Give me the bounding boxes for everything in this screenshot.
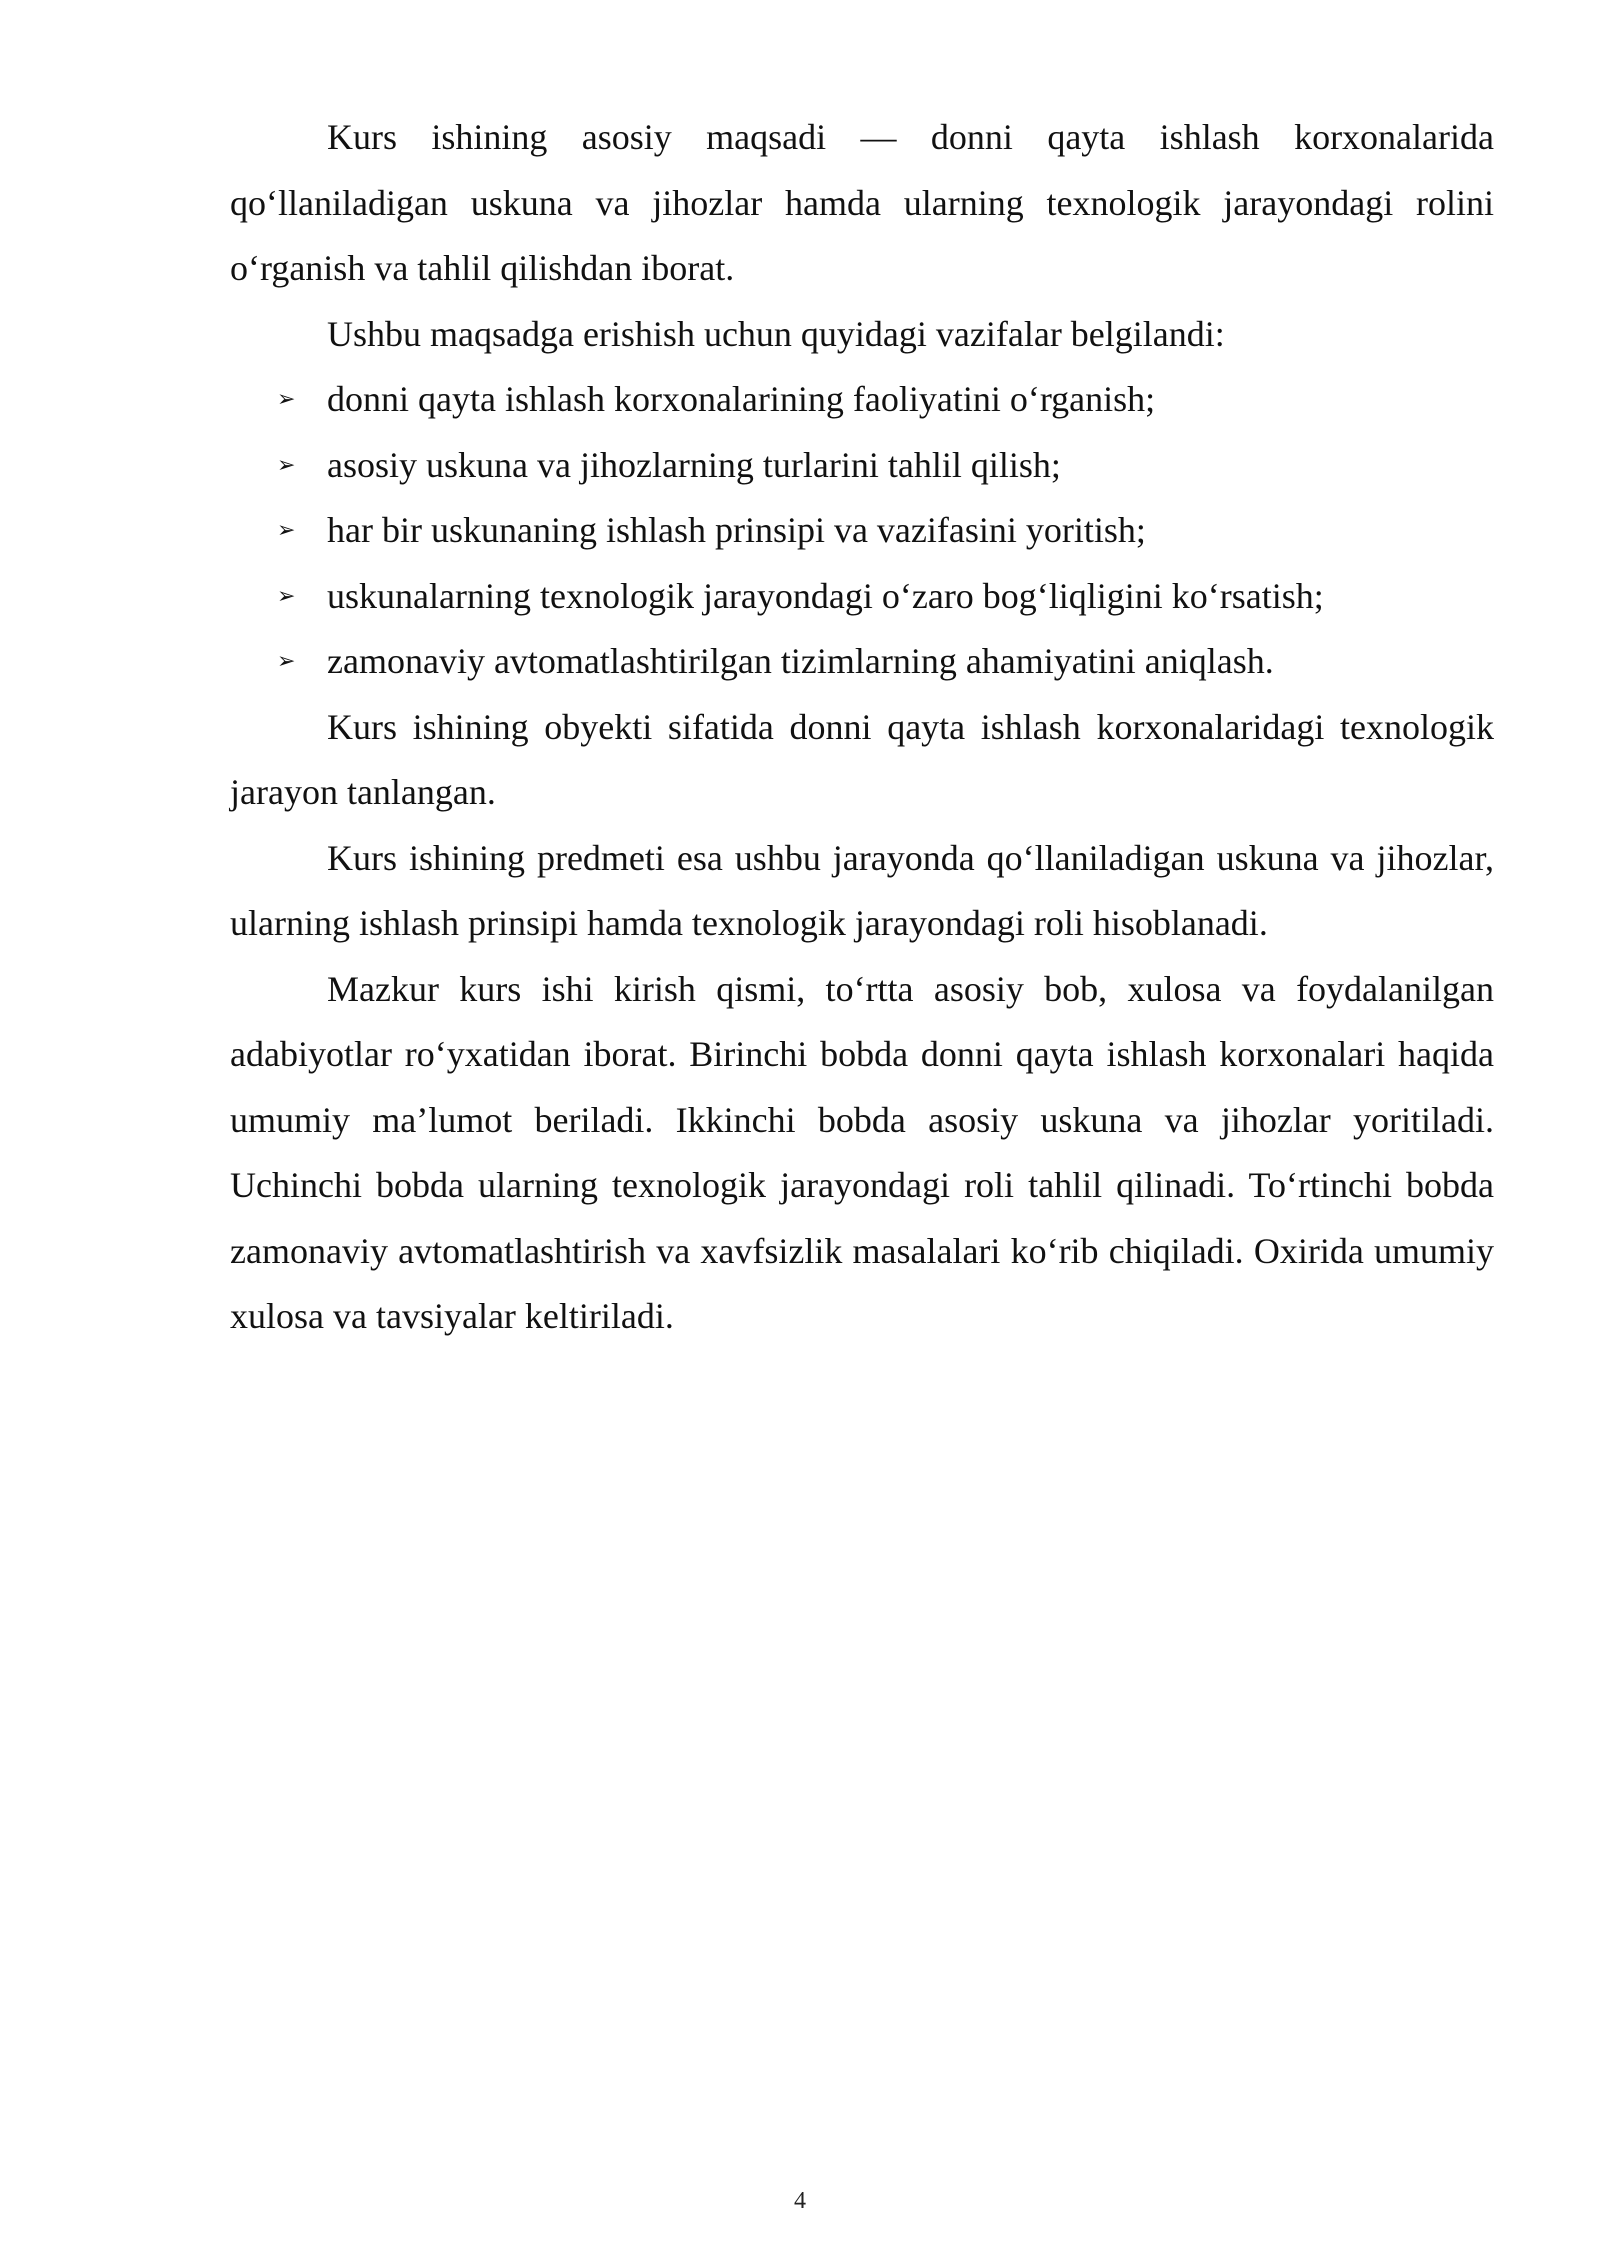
arrow-bullet-icon: ➢: [277, 387, 296, 412]
arrow-bullet-icon: ➢: [277, 452, 296, 478]
list-item-text: donni qayta ishlash korxonalarining faoliyatini o‘rganish;: [327, 379, 1156, 419]
arrow-bullet-icon: ➢: [277, 583, 296, 609]
page-number: 4: [794, 2188, 806, 2214]
list-item: [230, 498, 1494, 564]
list-item: [230, 367, 1494, 433]
list-item-text: har bir uskunaning ishlash prinsipi va vazifasini yoritish;: [327, 510, 1146, 550]
paragraph-structure: Mazkur kurs ishi kirish qismi, to‘rtta asosiy bob, xulosa va foydalanilgan adabiyotlar ro‘yxatidan iborat. Birinchi bobda donni qayta ishlash korxonalari haqida umumiy ma’lumot beriladi. Ikkinchi bobda asosiy uskuna va jihozlar yoritiladi. Uchinchi bobda ularning texnologik jarayondagi roli tahlil qilinadi. To‘rtinchi bobda zamonaviy avtomatlashtirish va xavfsizlik masalalari ko‘rib chiqiladi. Oxirida umumiy xulosa va tavsiyalar keltiriladi.: [230, 968, 1494, 1336]
list-item-text: uskunalarning texnologik jarayondagi o‘zaro bog‘liqligini ko‘rsatish;: [327, 575, 1324, 616]
list-item: [230, 629, 1494, 695]
paragraph-aim: Kurs ishining asosiy maqsadi — donni qayta ishlash korxonalarida qo‘llaniladigan uskuna va jihozlar hamda ularning texnologik jarayondagi rolini o‘rganish va tahlil qilishdan iborat.: [230, 117, 1494, 288]
paragraph-tasks-intro: Ushbu maqsadga erishish uchun quyidagi vazifalar belgilandi:: [327, 313, 1225, 354]
list-item: [230, 564, 1494, 630]
arrow-bullet-icon: ➢: [277, 518, 296, 543]
list-item: [230, 433, 1494, 499]
list-item-text: asosiy uskuna va jihozlarning turlarini tahlil qilish;: [327, 444, 1061, 485]
list-item-text: zamonaviy avtomatlashtirilgan tizimlarning ahamiyatini aniqlash.: [327, 641, 1274, 681]
task-list: [230, 367, 1494, 695]
arrow-bullet-icon: ➢: [277, 649, 296, 674]
page-body: [230, 105, 1494, 1350]
paragraph-subject: Kurs ishining predmeti esa ushbu jarayonda qo‘llaniladigan uskuna va jihozlar, ularning ishlash prinsipi hamda texnologik jarayondagi roli hisoblanadi.: [230, 837, 1494, 943]
paragraph-object: Kurs ishining obyekti sifatida donni qayta ishlash korxonalaridagi texnologik jarayon tanlangan.: [230, 706, 1494, 812]
